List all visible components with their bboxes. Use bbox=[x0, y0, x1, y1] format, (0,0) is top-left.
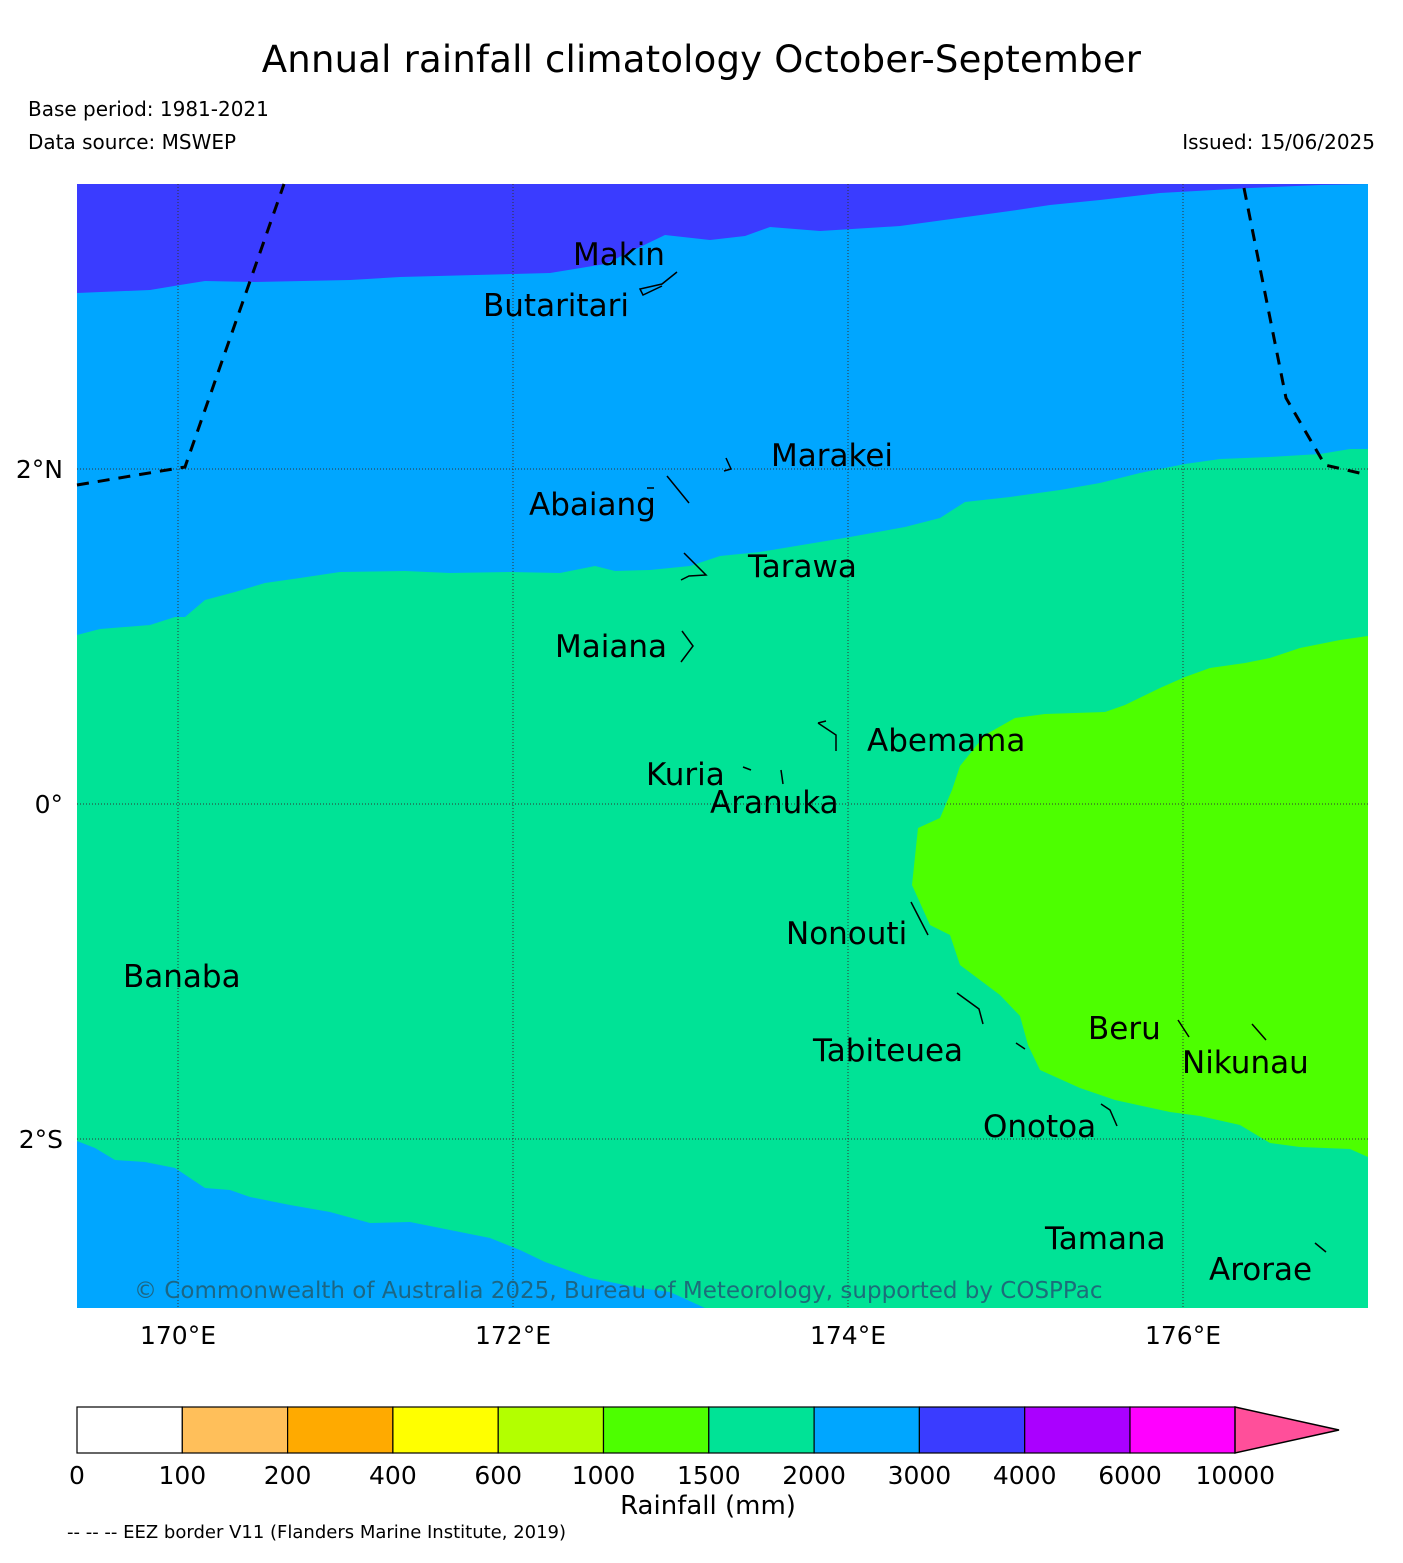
lat-tick-labels bbox=[16, 455, 63, 1154]
map-title: Annual rainfall climatology October-September bbox=[261, 38, 1142, 81]
island-label: Tabiteuea bbox=[813, 1033, 964, 1069]
legend-color-box bbox=[288, 1407, 393, 1453]
island-label: Nonouti bbox=[786, 916, 908, 952]
data-source-text: Data source: MSWEP bbox=[28, 130, 237, 154]
eez-credit: -- -- -- EEZ border V11 (Flanders Marine Institute, 2019) bbox=[67, 1522, 567, 1543]
legend-color-box bbox=[393, 1407, 498, 1453]
copyright-notice: © Commonwealth of Australia 2025, Bureau of Meteorology, supported by COSPPac bbox=[134, 1278, 1103, 1304]
legend-color-boxes bbox=[77, 1407, 1235, 1453]
issued-date-text: Issued: 15/06/2025 bbox=[1182, 130, 1375, 154]
legend-tick-label: 100 bbox=[158, 1461, 207, 1490]
island-label: Tarawa bbox=[748, 549, 857, 585]
lon-tick-label: 176°E bbox=[1144, 1321, 1222, 1350]
base-period-text: Base period: 1981-2021 bbox=[28, 97, 269, 121]
island-label: Makin bbox=[573, 237, 665, 273]
legend-color-box bbox=[1130, 1407, 1235, 1453]
legend-tick-label: 10000 bbox=[1195, 1461, 1276, 1490]
legend-tick-label: 3000 bbox=[887, 1461, 952, 1490]
island-label: Maiana bbox=[555, 629, 667, 665]
legend-overflow-arrow bbox=[1235, 1407, 1339, 1453]
legend-tick-label: 600 bbox=[474, 1461, 523, 1490]
legend-tick-label: 6000 bbox=[1098, 1461, 1162, 1490]
legend-tick-label: 4000 bbox=[992, 1461, 1057, 1490]
rainfall-legend bbox=[69, 1407, 1339, 1521]
lon-tick-labels bbox=[140, 1321, 1221, 1350]
island-label: Kuria bbox=[646, 757, 725, 793]
legend-color-box bbox=[814, 1407, 919, 1453]
legend-color-box bbox=[1025, 1407, 1130, 1453]
legend-color-box bbox=[919, 1407, 1024, 1453]
legend-color-box bbox=[709, 1407, 814, 1453]
legend-tick-labels bbox=[69, 1461, 1275, 1490]
island-label: Tamana bbox=[1045, 1221, 1166, 1257]
lat-tick-label: 2°N bbox=[15, 455, 63, 484]
legend-tick-label: 0 bbox=[69, 1461, 85, 1490]
legend-title: Rainfall (mm) bbox=[620, 1491, 796, 1521]
island-label: Marakei bbox=[771, 438, 894, 474]
island-label: Onotoa bbox=[983, 1109, 1097, 1145]
lon-tick-label: 172°E bbox=[474, 1321, 552, 1350]
island-label: Butaritari bbox=[483, 288, 629, 324]
island-label: Abemama bbox=[867, 723, 1026, 759]
lon-tick-label: 174°E bbox=[809, 1321, 887, 1350]
island-label: Aranuka bbox=[710, 785, 839, 821]
lat-tick-label: 2°S bbox=[18, 1125, 63, 1154]
legend-color-box bbox=[498, 1407, 603, 1453]
legend-color-box bbox=[604, 1407, 709, 1453]
island-label: Banaba bbox=[123, 959, 241, 995]
island-label: Beru bbox=[1088, 1011, 1161, 1047]
legend-tick-label: 400 bbox=[369, 1461, 417, 1490]
island-label: Arorae bbox=[1209, 1252, 1313, 1288]
legend-color-box bbox=[182, 1407, 287, 1453]
lat-tick-label: 0° bbox=[34, 790, 63, 819]
island-label: Abaiang bbox=[529, 487, 656, 523]
legend-color-box bbox=[77, 1407, 182, 1453]
legend-tick-label: 200 bbox=[263, 1461, 312, 1490]
lon-tick-label: 170°E bbox=[139, 1321, 217, 1350]
legend-tick-label: 1000 bbox=[571, 1461, 636, 1490]
island-label: Nikunau bbox=[1182, 1045, 1309, 1081]
legend-tick-label: 2000 bbox=[782, 1461, 846, 1490]
legend-tick-label: 1500 bbox=[676, 1461, 741, 1490]
